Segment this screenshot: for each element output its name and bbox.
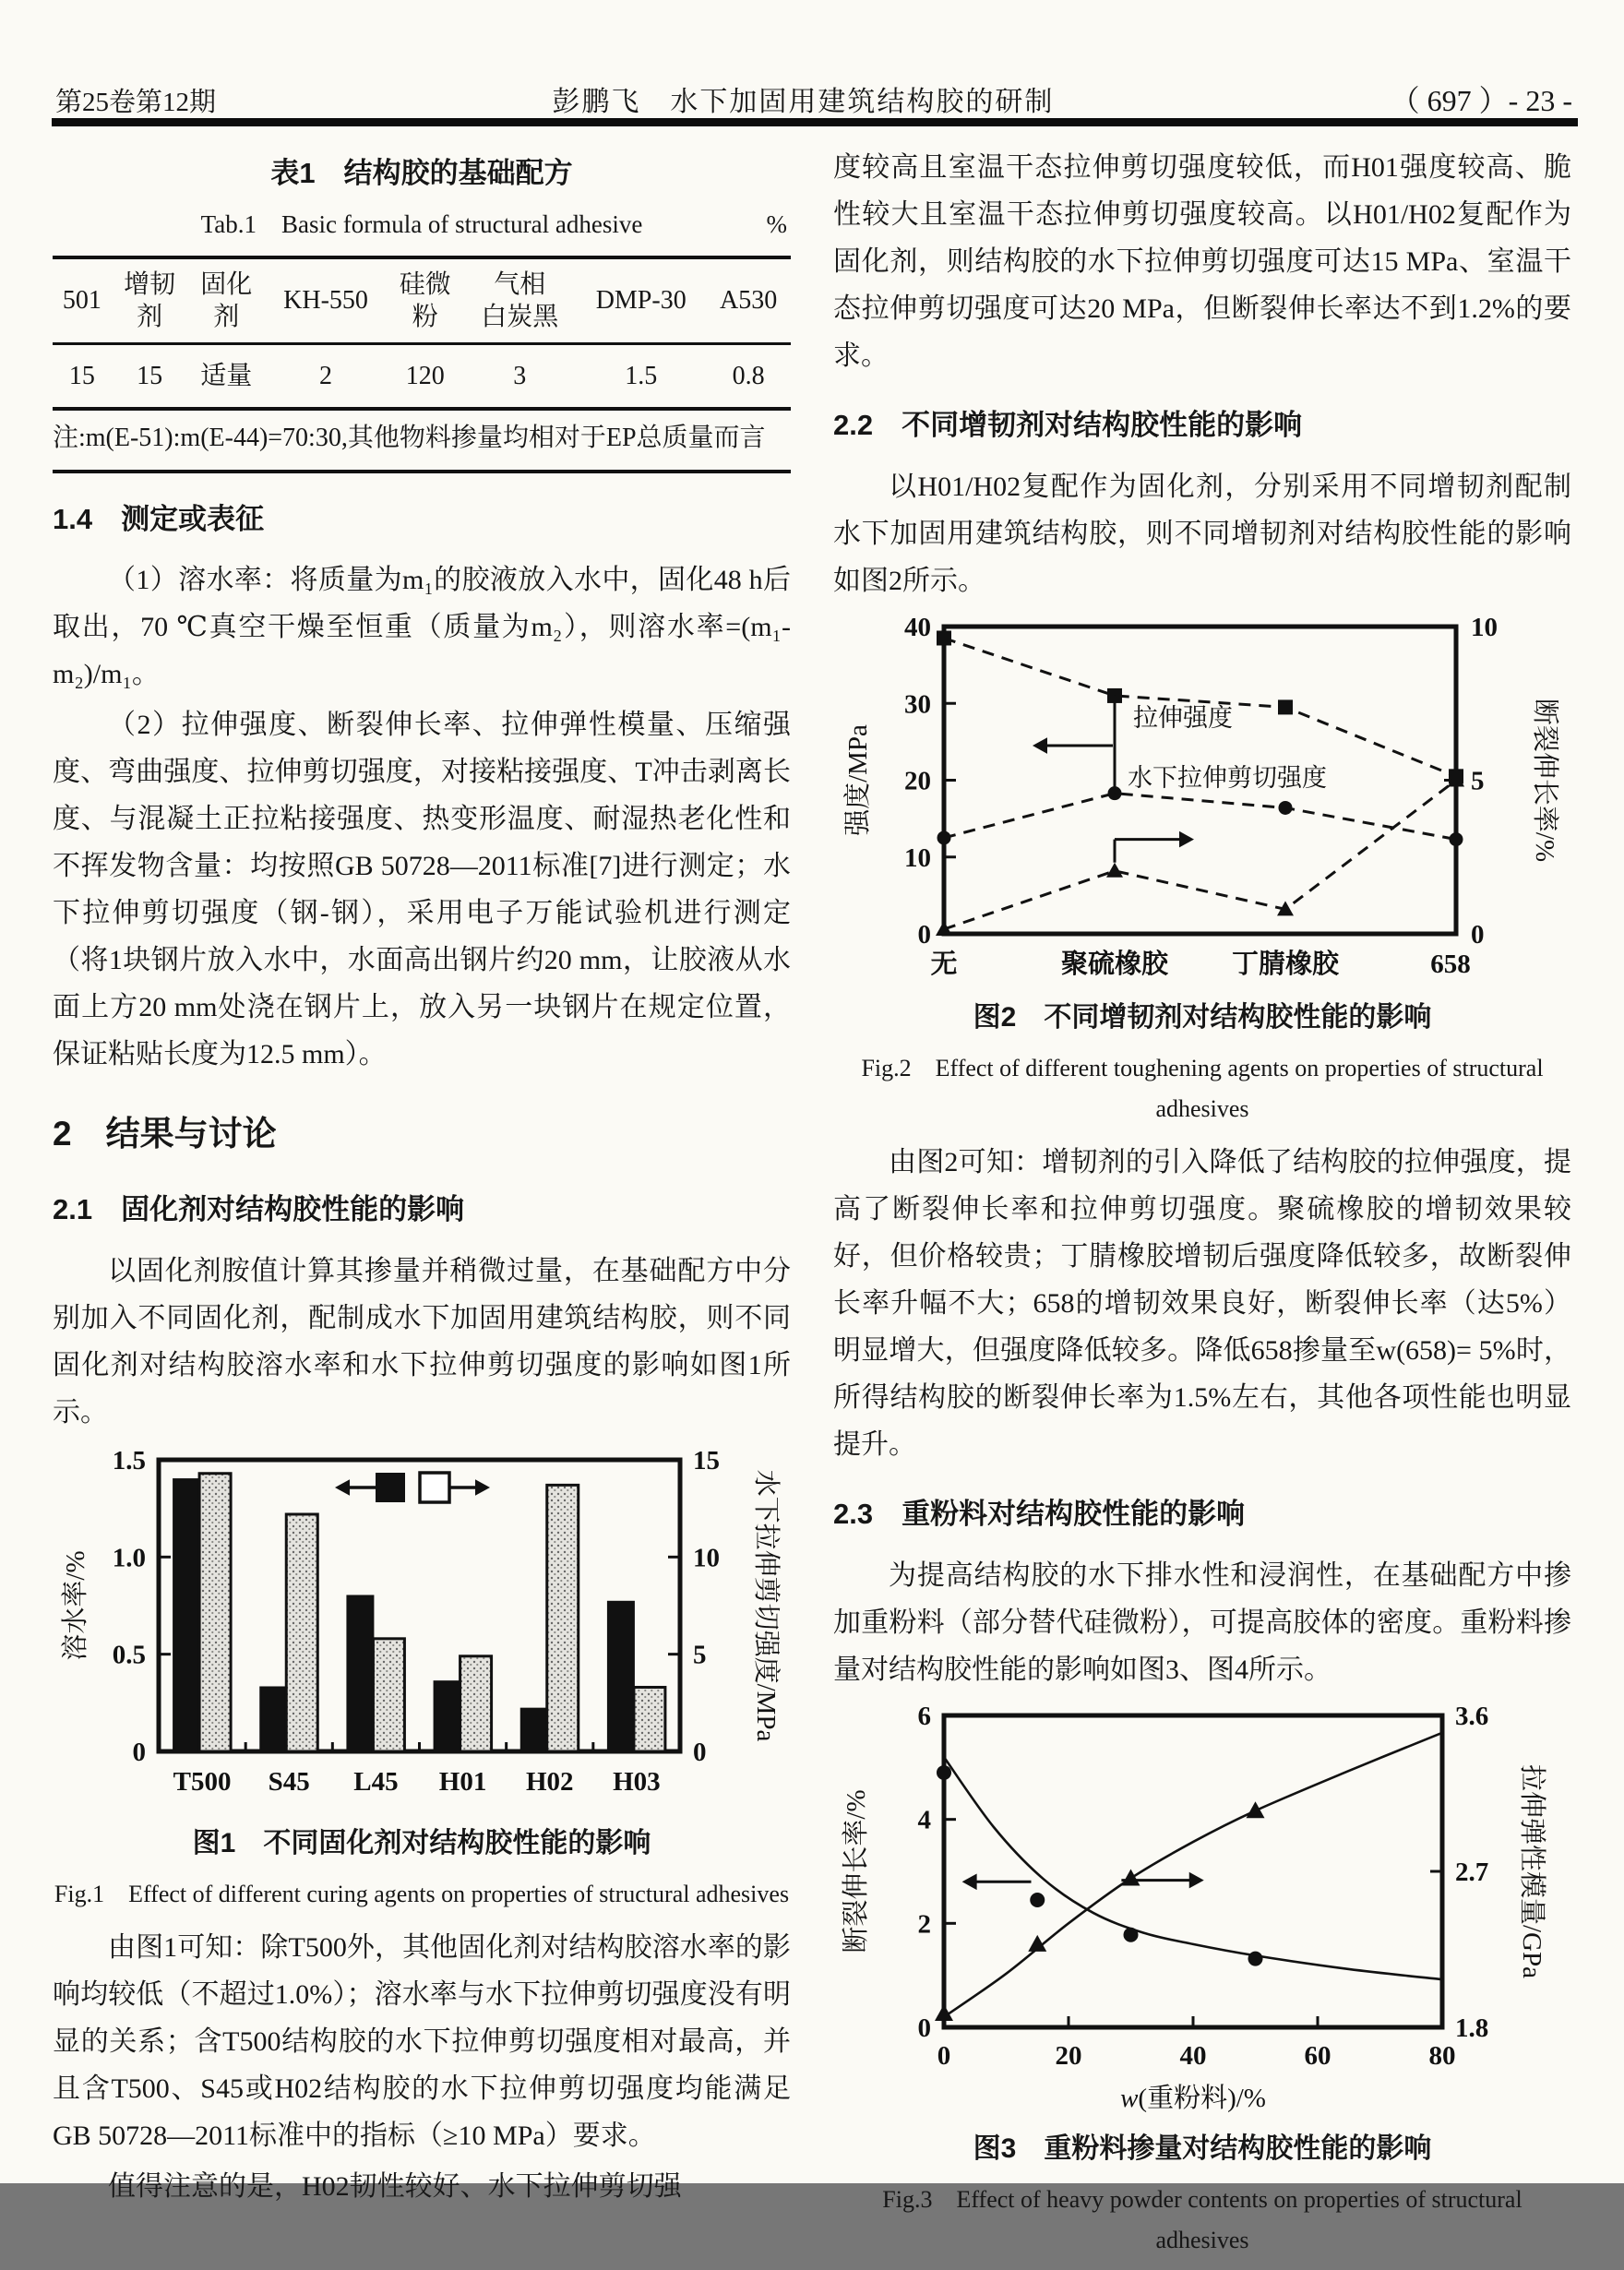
journal-issue: 第25卷第12期: [55, 88, 217, 117]
bar-shear-H02: [547, 1485, 579, 1751]
table1-value-cell: 2: [265, 343, 388, 409]
right-tick-label: 10: [693, 1543, 720, 1573]
legend-open-square: [420, 1473, 449, 1502]
series-line-elongation: [944, 780, 1456, 929]
arrow-head: [475, 1479, 490, 1496]
section-2-1-heading: 2.1 固化剂对结构胶性能的影响: [53, 1193, 465, 1226]
left-tick-label: 0: [917, 919, 931, 950]
figure1-bar-chart: [53, 1447, 791, 1814]
section-2-2-heading: 2.2 不同增韧剂对结构胶性能的影响: [833, 409, 1303, 441]
bar-shear-S45: [286, 1514, 317, 1751]
table1-title-en-text: Tab.1 Basic formula of structural adhesive: [200, 209, 643, 238]
left-tick-label: 30: [904, 688, 931, 719]
table1-value-cell: 0.8: [706, 343, 791, 409]
left-tick-label: 4: [917, 1805, 931, 1835]
bar-solubility-S45: [260, 1687, 286, 1751]
section-2-3-heading: 2.3 重粉料对结构胶性能的影响: [833, 1498, 1246, 1531]
table1-value-cell: 1.5: [576, 343, 706, 409]
right-tick-label: 0: [693, 1737, 707, 1767]
marker-triangle-elongation: [1106, 862, 1123, 877]
tensile-series-label: 拉伸强度: [1133, 703, 1233, 732]
category-label: 658: [1430, 949, 1471, 979]
arrow-head: [335, 1479, 350, 1496]
right-tick-label: 0: [1471, 919, 1485, 950]
paragraph-toughener-intro: 以H01/H02复配作为固化剂，分别采用不同增韧剂配制水下加固用建筑结构胶，则不同增韧剂对结构胶性能的影响如图2所示。: [833, 471, 1571, 596]
left-tick-label: 20: [904, 766, 931, 796]
left-tick-label: 40: [904, 612, 931, 642]
paragraph-heavy-powder-intro: 为提高结构胶的水下排水性和浸润性，在基础配方中掺加重粉料（部分替代硅微粉），可提高胶体的密度。重粉料掺量对结构胶性能的影响如图3、图4所示。: [833, 1559, 1571, 1685]
x-tick-label: 20: [1055, 2040, 1082, 2071]
figure3-caption-en: Fig.3 Effect of heavy powder contents on properties of structural adhesives: [882, 2185, 1522, 2253]
figure2-caption-cn: 图2 不同增韧剂对结构胶性能的影响: [973, 1001, 1432, 1033]
bar-shear-T500: [199, 1474, 231, 1751]
table1-block: [53, 149, 791, 473]
right-tick-label: 10: [1471, 612, 1498, 642]
left-tick-label: 1.0: [112, 1543, 146, 1573]
left-tick-label: 0: [917, 2013, 931, 2043]
left-axis-title: 断裂伸长率/%: [842, 1789, 871, 1953]
paragraph-continued-from-left: 度较高且室温干态拉伸剪切强度较低，而H01强度较高、脆性较大且室温干态拉伸剪切强度较高。以H01/H02复配作为固化剂，则结构胶的水下拉伸剪切强度可达15 MPa、室温干态拉伸剪切强度可达20 MPa，但断裂伸长率达不到1.2%的要求。: [833, 152, 1571, 371]
legend-filled-square: [376, 1473, 405, 1502]
table1-title-en: [53, 204, 791, 246]
table1-header-cell: KH-550: [265, 257, 388, 344]
table1-value-cell: 15: [53, 343, 112, 409]
bar-shear-H03: [634, 1687, 665, 1751]
figure1-caption-cn: 图1 不同固化剂对结构胶性能的影响: [192, 1827, 651, 1858]
marker-circle-shear: [937, 830, 951, 844]
right-tick-label: 3.6: [1455, 1701, 1489, 1731]
right-tick-label: 1.8: [1455, 2013, 1489, 2043]
marker-triangle-modulus: [1247, 1801, 1265, 1818]
category-label: 丁腈橡胶: [1231, 949, 1340, 979]
figure3-curve-chart: [833, 1701, 1571, 2120]
table1-value-cell: 120: [387, 343, 463, 409]
left-tick-label: 2: [917, 1909, 931, 1940]
table1-header-cell: 501: [53, 257, 112, 344]
right-column: [833, 144, 1571, 2270]
right-tick-label: 2.7: [1455, 1857, 1489, 1887]
paragraph-curing-agent-intro: 以固化剂胺值计算其掺量并稍微过量，在基础配方中分别加入不同固化剂，配制成水下加固用建筑结构胶，则不同固化剂对结构胶溶水率和水下拉伸剪切强度的影响如图1所示。: [53, 1255, 791, 1428]
bar-solubility-H01: [435, 1681, 460, 1751]
table1-header-cell: A530: [706, 257, 791, 344]
paragraph-fig2-discussion: 由图2可知：增韧剂的引入降低了结构胶的拉伸强度，提高了断裂伸长率和拉伸剪切强度。聚硫橡胶的增韧效果较好，但价格较贵；丁腈橡胶增韧后强度降低较多，故断裂伸长率升幅不大；658的增韧效果良好，断裂伸长率（达5%）明显增大，但强度降低较多。降低658掺量至w(658)= 5%时，所得结构胶的断裂伸长率为1.5%左右，其他各项性能也明显提升。: [833, 1147, 1571, 1461]
marker-square-tensile: [937, 630, 951, 645]
bar-solubility-H02: [521, 1708, 547, 1750]
table1-value-cell: 15: [112, 343, 188, 409]
figure3-caption-cn: 图3 重粉料掺量对结构胶性能的影响: [973, 2133, 1432, 2164]
formula-table: [53, 256, 791, 412]
paragraph-h02-note: 值得注意的是，H02韧性较好、水下拉伸剪切强: [108, 2171, 682, 2203]
marker-circle-shear: [1450, 832, 1463, 846]
header-rule: [52, 118, 1578, 126]
category-label: 无: [930, 949, 958, 979]
marker-circle-elongation: [1124, 1927, 1139, 1941]
arrow-head: [1033, 737, 1047, 754]
table1-header-cell: 固化 剂: [188, 257, 265, 344]
x-tick-label: 40: [1179, 2040, 1207, 2071]
table1-note: 注:m(E-51):m(E-44)=70:30,其他物料掺量均相对于EP总质量而言: [53, 411, 791, 472]
left-axis-title: 强度/MPa: [843, 723, 873, 836]
bar-solubility-T500: [173, 1479, 199, 1751]
left-tick-label: 0: [132, 1737, 146, 1767]
shear-series-label: 水下拉伸剪切强度: [1128, 763, 1327, 792]
category-label: T500: [173, 1766, 232, 1797]
table1-title-cn: 表1 结构胶的基础配方: [270, 157, 573, 189]
category-label: 聚硫橡胶: [1060, 949, 1169, 979]
x-tick-label: 60: [1304, 2040, 1331, 2071]
marker-circle-elongation: [937, 1765, 951, 1780]
right-tick-label: 5: [1471, 766, 1485, 796]
table1-value-cell: 3: [463, 343, 576, 409]
bar-solubility-H03: [608, 1602, 634, 1751]
paragraph-solubility-method: （1）溶水率：将质量为m₁的胶液放入水中，固化48 h后取出，70 ℃真空干燥至恒重（质量为m₂），则溶水率=(m₁- m₂)/m₁。: [53, 565, 791, 690]
arrow-head: [1189, 1872, 1204, 1889]
x-axis-title: w(重粉料)/%: [1120, 2083, 1266, 2113]
paragraph-test-methods: （2）拉伸强度、断裂伸长率、拉伸弹性模量、压缩强度、弯曲强度、拉伸剪切强度，对接粘接强度、T冲击剥离长度、与混凝土正拉粘接强度、热变形温度、耐湿热老化性和不挥发物含量：均按照GB 50728—2011标准[7]进行测定；水下拉伸剪切强度（钢-钢），采用电子万能试验机进行测定（将1块钢片放入水中，水面高出钢片约20 mm，让胶液从水面上方20 mm处浇在钢片上，放入另一块钢片在规定位置，保证粘贴长度为12.5 mm）。: [53, 710, 791, 1070]
figure1-caption-en: Fig.1 Effect of different curing agents on properties of structural adhesives: [54, 1880, 790, 1907]
marker-circle-elongation: [1248, 1951, 1263, 1965]
figure1-block: [53, 1447, 791, 1915]
table1-value-cell: 适量: [188, 343, 265, 409]
table1-header-cell: DMP-30: [576, 257, 706, 344]
figure2-line-chart: [833, 612, 1571, 988]
table1-header-cell: 气相 白炭黑: [463, 257, 576, 344]
category-label: L45: [353, 1766, 399, 1797]
paragraph-fig1-discussion: 由图1可知：除T500外，其他固化剂对结构胶溶水率的影响均较低（不超过1.0%）；溶水率与水下拉伸剪切强度没有明显的关系；含T500结构胶的水下拉伸剪切强度相对最高，并且含T500、S45或H02结构胶的水下拉伸剪切强度均能满足GB 50728—2011标准中的指标（≥10 MPa）要求。: [53, 1932, 791, 2152]
table1-header-cell: 硅微 粉: [387, 257, 463, 344]
marker-triangle-modulus: [1122, 1869, 1140, 1885]
marker-circle-elongation: [1030, 1893, 1045, 1907]
page-header: [55, 78, 1572, 120]
right-axis-title: 断裂伸长率/%: [1530, 698, 1559, 862]
section-1-4-heading: 1.4 测定或表征: [53, 502, 265, 535]
category-label: S45: [268, 1766, 310, 1797]
bar-shear-H01: [460, 1656, 492, 1751]
right-axis-title: 拉伸弹性模量/GPa: [1517, 1763, 1546, 1978]
left-axis-title: 溶水率/%: [61, 1550, 90, 1661]
arrow-head: [962, 1873, 977, 1890]
figure2-caption-en: Fig.2 Effect of different toughening agents on properties of structural adhesives: [861, 1054, 1544, 1122]
category-label: H01: [438, 1766, 487, 1797]
figure2-block: [833, 612, 1571, 1129]
table1-header-row: [53, 257, 791, 344]
elongation-curve: [944, 1757, 1442, 1979]
x-tick-label: 0: [937, 2040, 951, 2071]
table1-unit: %: [766, 209, 787, 238]
section-2-heading: 2 结果与讨论: [53, 1115, 277, 1153]
table1-header-cell: 增韧 剂: [112, 257, 188, 344]
left-tick-label: 6: [917, 1701, 931, 1731]
bar-solubility-L45: [347, 1595, 373, 1751]
table1-value-row: [53, 343, 791, 409]
right-axis-title: 水下拉伸剪切强度/MPa: [751, 1469, 781, 1742]
bar-shear-L45: [373, 1639, 404, 1751]
left-tick-label: 1.5: [112, 1445, 146, 1476]
right-tick-label: 15: [693, 1445, 720, 1476]
category-label: H02: [525, 1766, 574, 1797]
left-tick-label: 0.5: [112, 1640, 146, 1670]
right-tick-label: 5: [693, 1640, 707, 1670]
marker-square-tensile: [1278, 699, 1293, 714]
left-tick-label: 10: [904, 842, 931, 873]
category-label: H03: [613, 1766, 661, 1797]
x-tick-label: 80: [1428, 2040, 1456, 2071]
marker-circle-shear: [1279, 801, 1293, 815]
arrow-head: [1179, 830, 1194, 847]
series-line-shear: [944, 793, 1456, 839]
left-column: [53, 144, 791, 2214]
running-title: 彭鹏飞 水下加固用建筑结构胶的研制: [552, 87, 1055, 117]
figure3-block: [833, 1701, 1571, 2261]
page-number: （ 697 ）- 23 -: [1390, 84, 1572, 117]
